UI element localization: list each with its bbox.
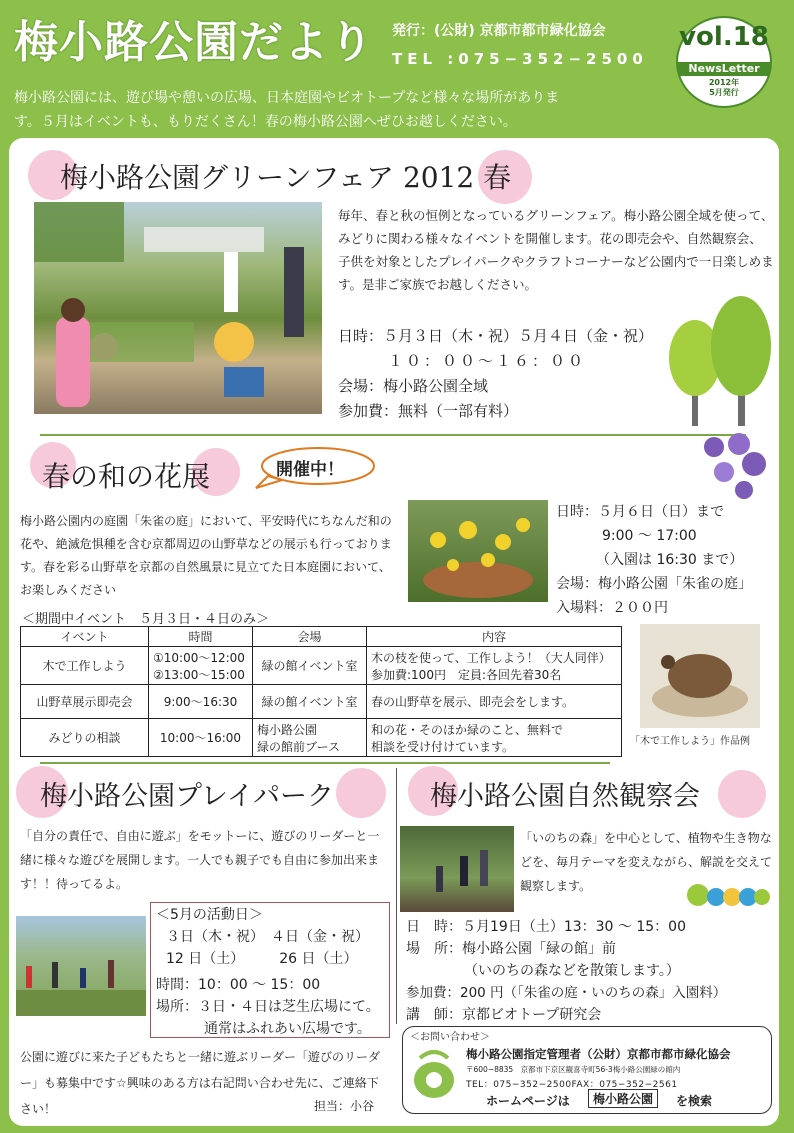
- flower-show-details: [556, 500, 778, 620]
- table-header: 内容: [367, 627, 622, 647]
- events-caption: ＜期間中イベント ５月３日・４日のみ＞: [22, 612, 270, 627]
- intro-text: [14, 86, 654, 134]
- nature-watch-place: 場 所：梅小路公園「緑の館」前: [406, 941, 616, 957]
- yellow-flowers-image: [408, 500, 548, 602]
- schedule-title: ＜5月の活動日＞: [156, 907, 263, 923]
- table-header: イベント: [21, 627, 149, 647]
- nature-watch-details: [406, 916, 778, 1026]
- newsletter-label: NewsLetter: [678, 62, 770, 76]
- event-name: みどりの相談: [21, 719, 149, 757]
- event-place: 梅小路公園 緑の館前ブース: [253, 719, 367, 757]
- flower-show-entry: （入園は 16:30 まで）: [596, 552, 744, 568]
- event-name: 木で工作しよう: [21, 647, 149, 685]
- green-fair-description: 毎年、春と秋の恒例となっているグリーンフェア。梅小路公園全域を使って、みどりに関わる様々なイベントを開催します。花の即売会や、自然観察会、子供を対象としたプレイパークやクラフトコーナーなど公園内で一日楽しめます。是非ご家族でお越しください。: [338, 208, 774, 292]
- green-fair-date: 日時：５月３日（木・祝）５月４日（金・祝）: [338, 327, 654, 345]
- event-content: 和の花・そのほか緑のこと、無料で 相談を受け付けています。: [367, 719, 622, 757]
- flower-show-photo: [408, 500, 548, 602]
- contact-label: ＜お問い合わせ＞: [410, 1032, 490, 1043]
- green-fair-title: 梅小路公園グリーンフェア 2012 春: [60, 161, 512, 194]
- market-scene-image: [34, 202, 322, 414]
- green-fair-venue: 会場：梅小路公園全域: [338, 377, 489, 395]
- craft-example-photo: [640, 624, 760, 728]
- forest-walk-image: [400, 826, 514, 912]
- section-divider: [40, 434, 746, 436]
- nature-watch-fee: 参加費：200 円（「朱雀の庭・いのちの森」入園料）: [406, 985, 727, 1001]
- event-time: 10:00～16:00: [149, 719, 253, 757]
- table-header: 会場: [253, 627, 367, 647]
- flower-show-description: 梅小路公園内の庭園「朱雀の庭」において、平安時代にちなんだ和の花や、絶滅危惧種を含む京都周辺の山野草などの展示も行っております。春を彩る山野草を京都の自然風景に見立てた日本庭園において、お楽しみください: [20, 514, 392, 597]
- flower-illustration: [694, 432, 774, 502]
- telephone: TEL :075−352−2500: [392, 50, 648, 68]
- play-park-description: 「自分の責任で、自由に遊ぶ」をモットーに、遊びのリーダーと一緒に様々な遊びを展開します。一人でも親子でも自由に参加出来ます！！待ってるよ。: [20, 829, 380, 891]
- green-fair-time: １０：００～１６：００: [388, 352, 587, 370]
- association-logo: [410, 1044, 458, 1102]
- contact-manager: 梅小路公園指定管理者（公財）京都市都市緑化協会: [466, 1047, 731, 1061]
- schedule-place: 場所：３日・４日は芝生広場にて。: [156, 999, 380, 1015]
- events-table: [20, 626, 622, 757]
- event-name: 山野草展示即売会: [21, 685, 149, 719]
- schedule-place-normal: 通常はふれあい広場です。: [204, 1021, 371, 1037]
- issue-year: 2012年: [708, 78, 740, 87]
- table-header-row: [21, 627, 622, 647]
- nature-watch-date: 日 時：５月19日（土）13：30 ～ 15：00: [406, 919, 686, 935]
- flower-show-time: 9:00 ～ 17:00: [602, 528, 697, 544]
- callout-text: 開催中！: [276, 460, 344, 480]
- leader-recruitment: 公園に遊びに来た子どもたちと一緒に遊ぶリーダー「遊びのリーダー」も募集中です☆興味のある方は右記問い合わせ先に、ご連絡下さい！: [20, 1050, 381, 1116]
- wooden-turtle-image: [640, 624, 760, 728]
- play-park-photo: [16, 916, 146, 1016]
- trees-illustration: [664, 296, 774, 436]
- play-park-title: 梅小路公園プレイパーク: [40, 781, 335, 812]
- event-content: 春の山野草を展示、即売会をします。: [367, 685, 622, 719]
- contact-address: 〒600−8835 京都市下京区観喜寺町56-3梅小路公園緑の館内: [466, 1065, 681, 1074]
- schedule-dates-1: ３日（木・祝） ４日（金・祝）: [166, 929, 369, 945]
- nature-watch-route: （いのちの森などを散策します。）: [464, 963, 680, 979]
- contact-telfax: TEL：075−352−2500FAX：075−352−2561: [466, 1080, 678, 1090]
- children-playing-image: [16, 916, 146, 1016]
- event-place: 緑の館イベント室: [253, 647, 367, 685]
- green-fair-fee: 参加費：無料（一部有料）: [338, 402, 519, 420]
- search-term-box: 梅小路公園: [588, 1089, 658, 1108]
- schedule-time: 時間：10：00 ～ 15：00: [156, 977, 321, 993]
- table-row: [21, 647, 622, 685]
- issue-month: 5月発行: [709, 88, 739, 97]
- section-divider: [40, 762, 610, 764]
- volume-badge: [676, 16, 772, 108]
- green-fair-details: [338, 324, 668, 424]
- title-decoration: [336, 768, 386, 818]
- title-decoration: [718, 770, 766, 818]
- flower-show-fee: 入場料：２００円: [556, 600, 668, 616]
- intro-line-2: す。５月はイベントも、もりだくさん！春の梅小路公園へぜひお越しください。: [14, 114, 517, 130]
- nature-watch-photo: [400, 826, 514, 912]
- event-place: 緑の館イベント室: [253, 685, 367, 719]
- flower-show-venue: 会場：梅小路公園「朱雀の庭」: [556, 576, 752, 592]
- event-time: 9:00～16:30: [149, 685, 253, 719]
- staff-name: 担当：小谷: [314, 1099, 375, 1113]
- nature-watch-instructor: 講 師：京都ビオトープ研究会: [406, 1007, 602, 1023]
- nature-watch-description: 「いのちの森」を中心として、植物や生き物などを、毎月テーマを変えながら、解説を交えて観察します。: [520, 831, 773, 893]
- newsletter-title: 梅小路公園だより: [14, 17, 374, 68]
- table-row: [21, 685, 622, 719]
- table-row: [21, 719, 622, 757]
- event-time: ①10:00～12:00 ②13:00～15:00: [149, 647, 253, 685]
- play-park-schedule: [156, 904, 388, 1040]
- publisher: 発行：(公財) 京都市都市緑化協会: [392, 23, 606, 39]
- flower-show-date: 日時：５月６日（日）まで: [556, 504, 724, 520]
- volume-number: vol.18: [679, 22, 769, 52]
- intro-line-1: 梅小路公園には、遊び場や憩いの広場、日本庭園やビオトープなど様々な場所がありま: [14, 90, 560, 106]
- column-divider: [396, 768, 397, 1024]
- caterpillar-illustration: [686, 878, 772, 912]
- event-content: 木の枝を使って、工作しよう！（大人同伴） 参加費:100円 定員:各回先着30名: [367, 647, 622, 685]
- nature-watch-title: 梅小路公園自然観察会: [430, 781, 700, 812]
- flower-show-title: 春の和の花展: [42, 460, 211, 493]
- green-fair-photo: [34, 202, 322, 414]
- craft-caption: 「木で工作しよう」作品例: [630, 736, 750, 747]
- table-header: 時間: [149, 627, 253, 647]
- homepage-prefix: ホームページは: [486, 1094, 570, 1108]
- homepage-suffix: を検索: [676, 1094, 713, 1108]
- schedule-dates-2: 12 日（土） 26 日（土）: [166, 951, 358, 967]
